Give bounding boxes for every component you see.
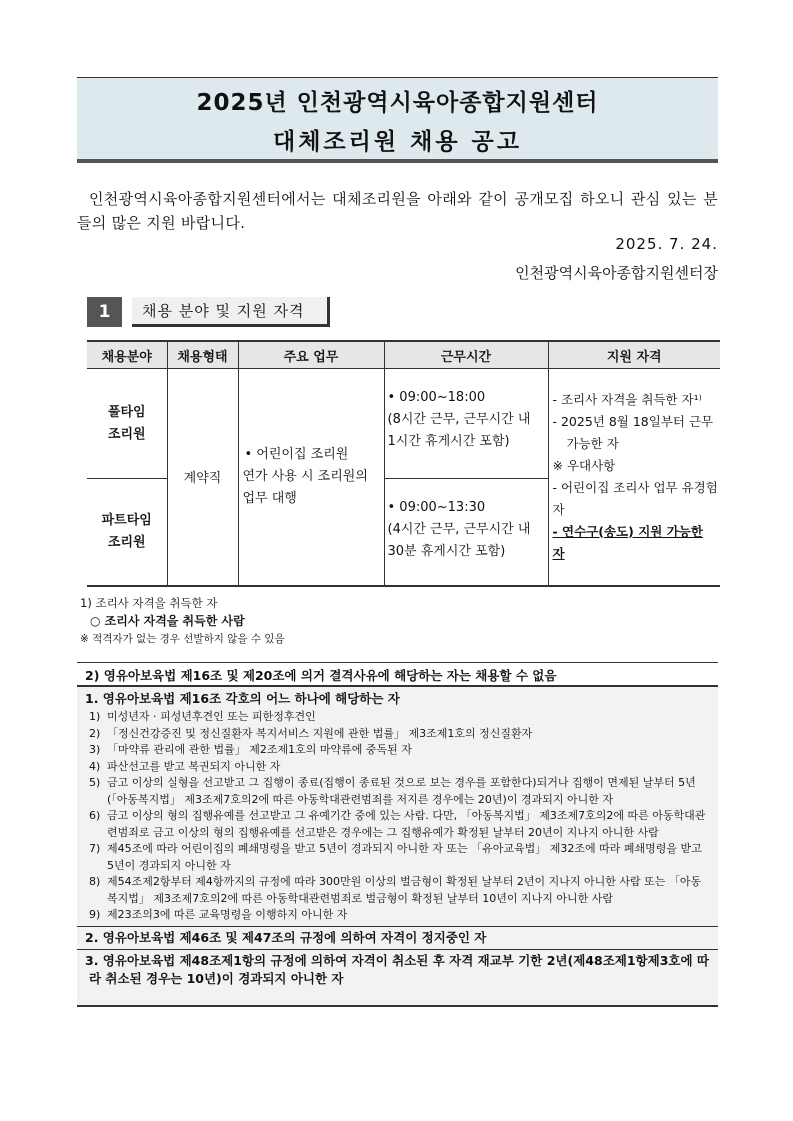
disq-heading-3: 3. 영유아보육법 제48조제1항의 규정에 의하여 자격이 취소된 후 자격 재교부 기한 2년(제48조제1항제3호에 따라 취소된 경우는 10년)이 경과되지 아니한 자: [77, 949, 718, 988]
section2-heading: 2) 영유아보육법 제16조 및 제20조에 의거 결격사유에 해당하는 자는 채용할 수 없음: [77, 662, 718, 686]
list-item: [77, 841, 718, 874]
list-item-number: 8): [89, 875, 101, 888]
qualifications-cell: - 조리사 자격을 취득한 자¹⁾ - 2025년 8월 18일부터 근무 가능한 자 ※ 우대사항 - 어린이집 조리사 업무 유경험자 - 연수구(송도) 지원 가능한 자: [548, 369, 720, 586]
notice-date: 2025. 7. 24.: [615, 235, 718, 253]
employment-type: 계약직: [167, 369, 238, 586]
note-3: ※ 적격자가 없는 경우 선발하지 않을 수 있음: [80, 633, 285, 645]
list-item: [77, 907, 718, 924]
list-item-text: 「마약류 관리에 관한 법률」 제2조제1호의 마약류에 중독된 자: [107, 743, 412, 756]
list-item: [77, 742, 718, 759]
intro: [77, 187, 718, 235]
list-item-number: 7): [89, 842, 101, 855]
list-item-text: 「정신건강증진 및 정신질환자 복지서비스 지원에 관한 법률」 제3조제1호의 정신질환자: [107, 726, 533, 740]
list-item-text: 제54조제2항부터 제4항까지의 규정에 따라 300만원 이상의 벌금형이 확정된 날부터 2년이 지나지 아니한 사람 또는 「아동복지법」 제3조제7호의2에 따른 아동학대관련범죄로 벌금형이 확정된 날부터 10년이 지나지 아니한 사람: [107, 875, 702, 905]
section1-number: 1: [87, 297, 122, 327]
list-item-text: 금고 이상의 형의 집행유예를 선고받고 그 유예기간 중에 있는 사람. 다만, 「아동복지법」 제3조제7호의2에 따른 아동학대관련범죄로 금고 이상의 형의 집행유예를 선고받은 경우에는 그 집행유예가 확정된 날부터 20년이 지나지 아니한 사람: [107, 809, 706, 839]
field-fulltime: 풀타임 조리원: [87, 369, 167, 479]
disqualification-box: [77, 685, 718, 1007]
list-item-text: 제23조의3에 따른 교육명령을 이행하지 아니한 자: [107, 908, 348, 921]
list-item-text: 금고 이상의 실형을 선고받고 그 집행이 종료(집행이 종료된 것으로 보는 경우를 포함한다)되거나 집행이 면제된 날부터 5년(「아동복지법」 제3조제7호의2에 따른 아동학대관련범죄를 저지른 경우에는 20년)이 경과되지 아니한 자: [107, 776, 696, 806]
title-line1: 2025년 인천광역시육아종합지원센터: [196, 90, 599, 116]
list-item-number: 5): [89, 776, 101, 789]
hours-fulltime: • 09:00~18:00 (8시간 근무, 근무시간 내 1시간 휴게시간 포함): [384, 369, 548, 479]
list-item-text: 파산선고를 받고 복권되지 아니한 자: [107, 759, 281, 773]
list-item-text: 제45조에 따라 어린이집의 폐쇄명령을 받고 5년이 경과되지 아니한 자 또는 「유아교육법」 제32조에 따라 폐쇄명령을 받고 5년이 경과되지 아니한 자: [107, 842, 702, 872]
hours-parttime: • 09:00~13:30 (4시간 근무, 근무시간 내 30분 휴게시간 포함): [384, 479, 548, 586]
disq-heading-2: 2. 영유아보육법 제46조 및 제47조의 규정에 의하여 자격이 정지중인 자: [77, 926, 718, 949]
duties-cell: • 어린이집 조리원 연가 사용 시 조리원의 업무 대행: [238, 369, 384, 586]
field-parttime: 파트타임 조리원: [87, 479, 167, 586]
list-item: [77, 808, 718, 841]
notice-org: 인천광역시육아종합지원센터장: [515, 264, 718, 282]
table-header: 채용분야: [87, 341, 167, 369]
list-item: [77, 759, 718, 776]
list-item-number: 1): [89, 710, 101, 723]
table-header: 채용형태: [167, 341, 238, 369]
table-row: [87, 369, 720, 479]
list-item-number: 2): [89, 726, 101, 740]
table-header-row: [87, 341, 720, 369]
list-item-number: 6): [89, 809, 101, 822]
title-box: [77, 77, 718, 163]
list-item-number: 9): [89, 908, 101, 921]
disq-heading-1: 1. 영유아보육법 제16조 각호의 어느 하나에 해당하는 자: [85, 691, 400, 706]
table-header: 근무시간: [384, 341, 548, 369]
list-item-number: 4): [89, 759, 101, 773]
list-item: [77, 709, 718, 726]
list-item: [77, 874, 718, 907]
disq-items: [77, 709, 718, 924]
intro-paragraph: 인천광역시육아종합지원센터에서는 대체조리원을 아래와 같이 공개모집 하오니 관심 있는 분들의 많은 지원 바랍니다.: [77, 190, 718, 232]
list-item-number: 3): [89, 743, 101, 756]
title-line2: 대체조리원 채용 공고: [273, 129, 522, 155]
note-1: 1) 조리사 자격을 취득한 자: [80, 596, 218, 610]
notes: [80, 594, 285, 648]
preferred-region: - 연수구(송도) 지원 가능한 자: [552, 523, 703, 561]
section1-title: 채용 분야 및 지원 자격: [132, 297, 330, 327]
table-header: 주요 업무: [238, 341, 384, 369]
list-item-text: 미성년자 · 피성년후견인 또는 피한정후견인: [107, 710, 316, 723]
note-2: ○ 조리사 자격을 취득한 사람: [90, 614, 245, 628]
list-item: [77, 775, 718, 808]
recruitment-table: [87, 340, 720, 587]
list-item: [77, 726, 718, 743]
table-header: 지원 자격: [548, 341, 720, 369]
